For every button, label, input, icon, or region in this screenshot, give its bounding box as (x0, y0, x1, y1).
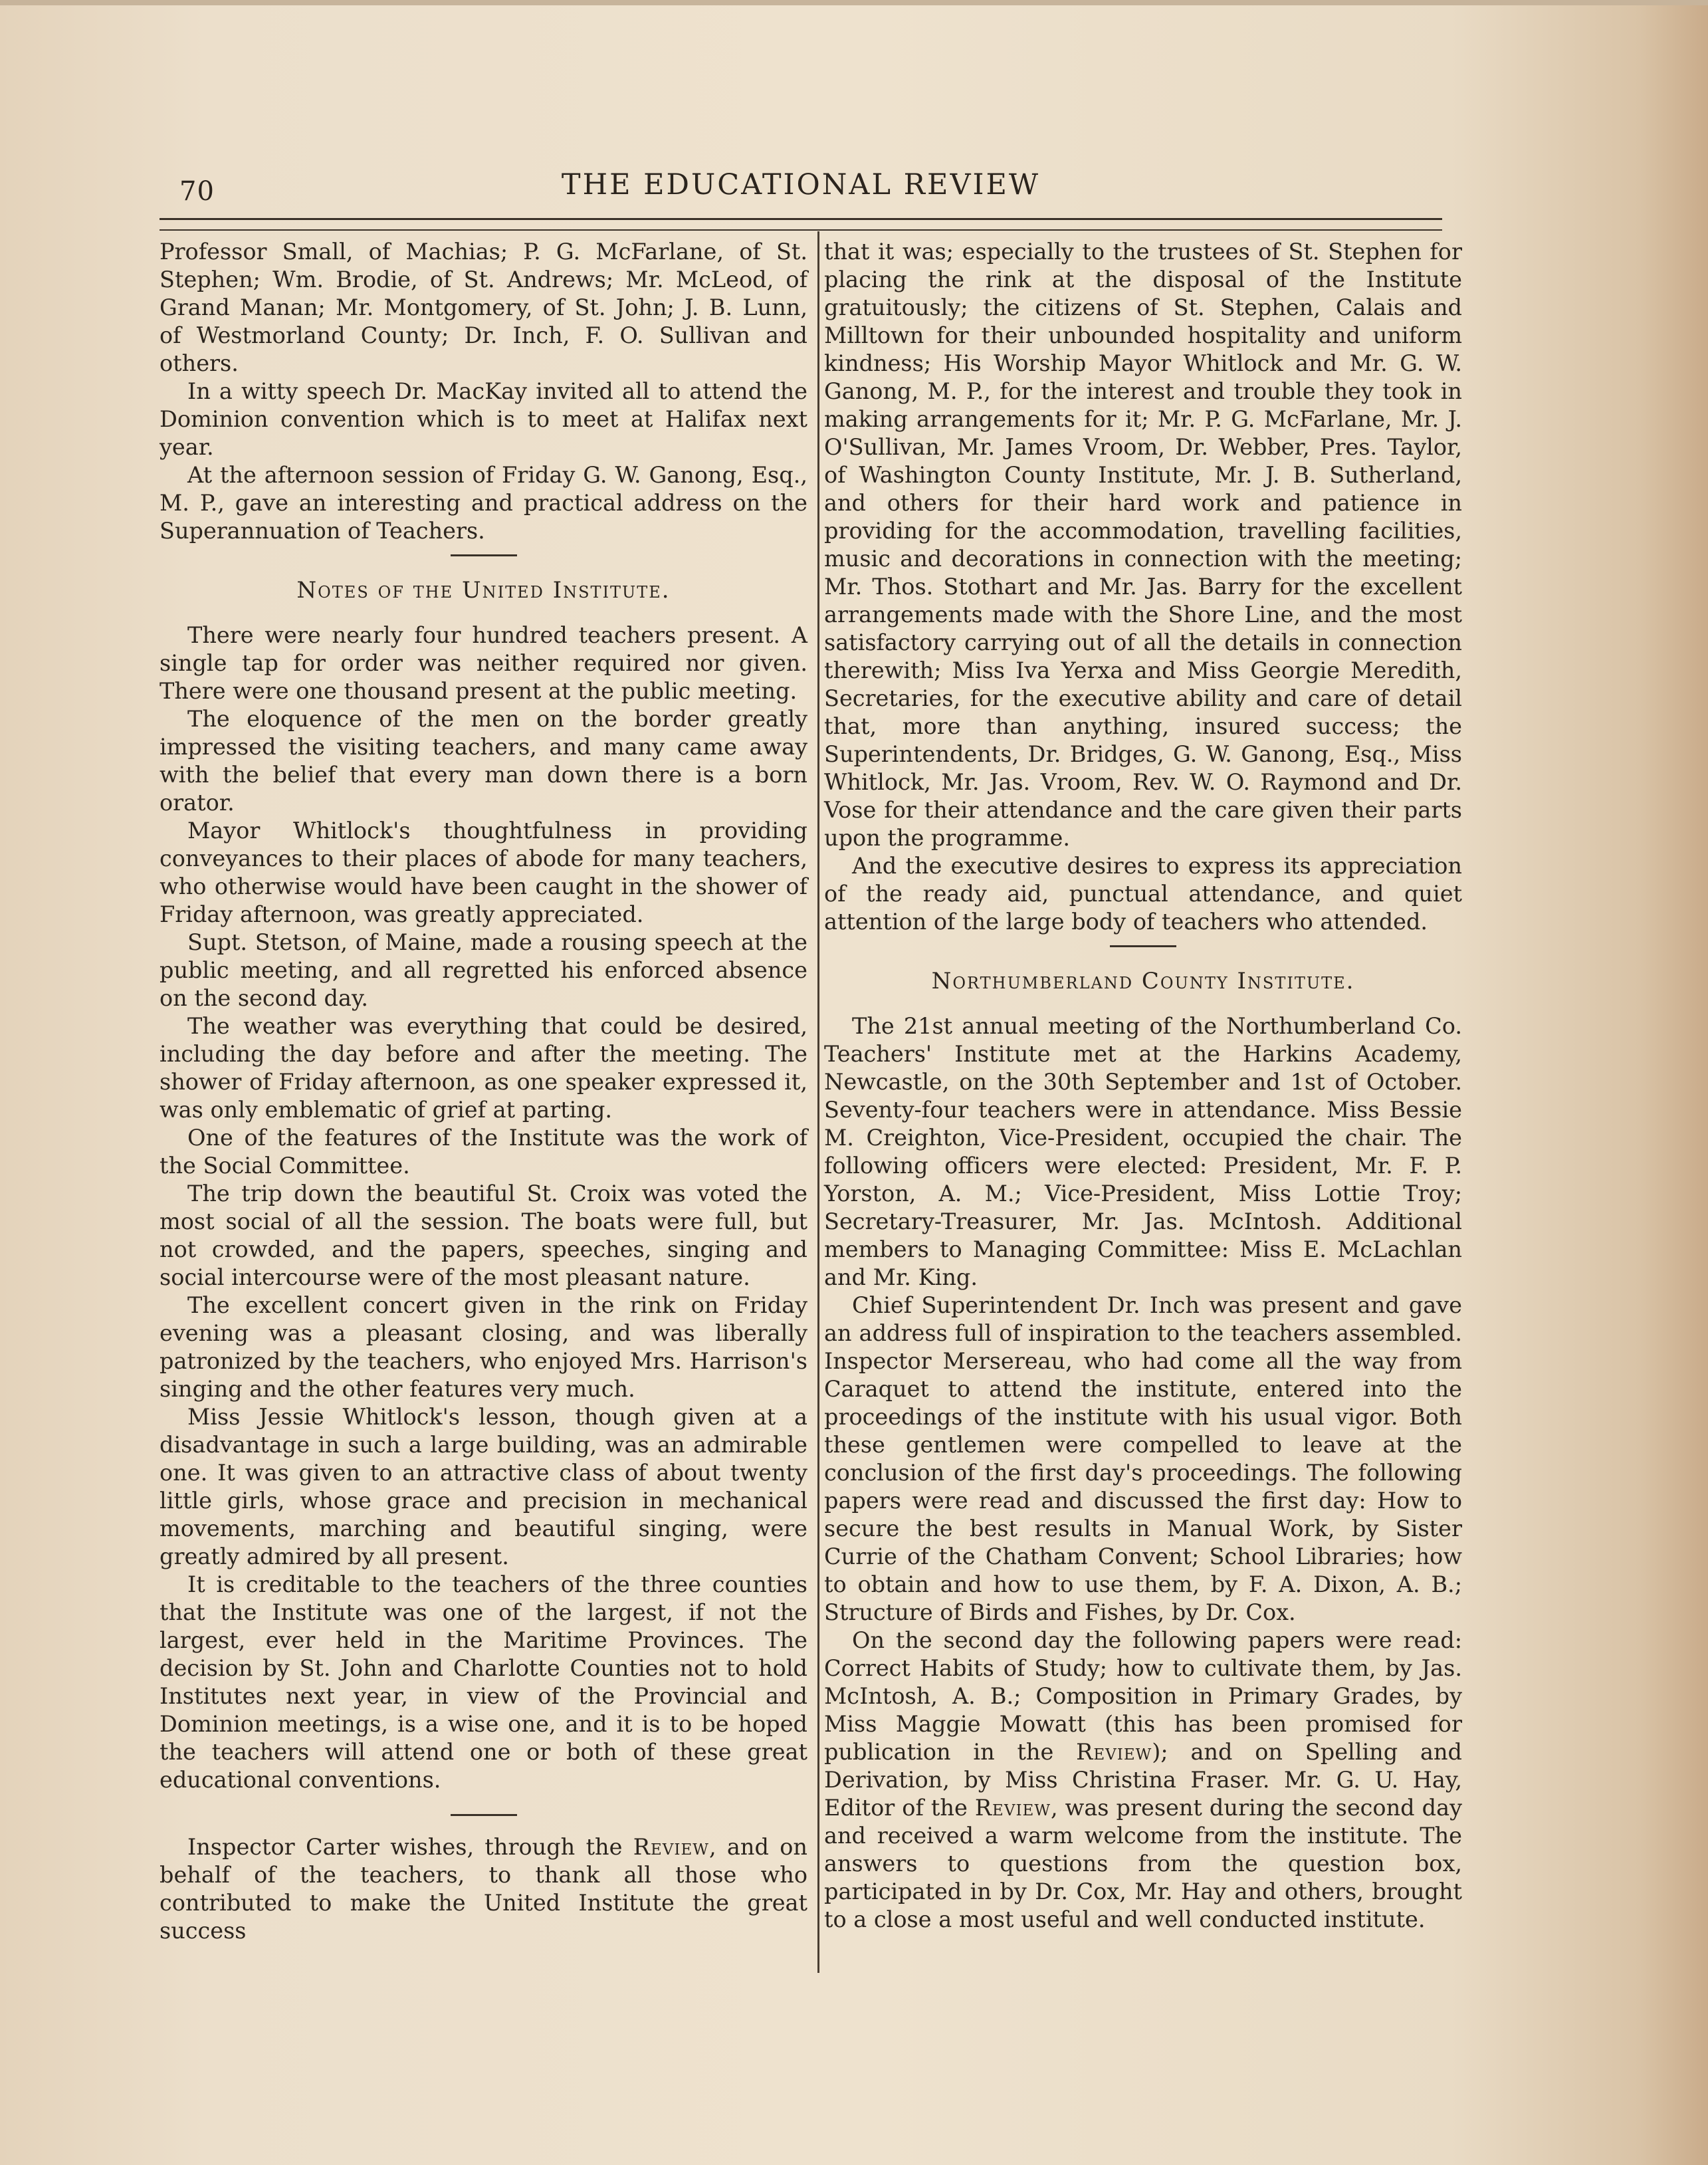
section-heading-northumberland: Northumberland County Institute. (931, 968, 1355, 994)
right-column (824, 238, 1462, 1934)
section-divider (451, 554, 517, 556)
page-header (160, 156, 1442, 209)
section-divider (1110, 945, 1176, 947)
column-divider (817, 231, 819, 1973)
paragraph: Professor Small, of Machias; P. G. McFarlane, of St. Stephen; Wm. Brodie, of St. Andrews; Mr. McLeod, of Grand Manan; Mr. Montgomery, of St. John; J. B. Lunn, of Westmorland County; Dr. Inch, F. O. Sullivan and others. (160, 239, 807, 376)
text-run: , was present during the second day and received a warm welcome from the institute. The answers to questions from the question box, participated in by Dr. Cox, Mr. Hay and others, brought to a close a most useful and well conducted institute. (824, 1795, 1462, 1932)
page-number: 70 (179, 176, 215, 207)
paragraph: At the afternoon session of Friday G. W. Ganong, Esq., M. P., gave an interesting and practical address on the Superannuation of Teachers. (160, 462, 807, 544)
section-divider (451, 1814, 517, 1816)
paragraph: The weather was everything that could be desired, including the day before and after the meeting. The shower of Friday afternoon, as one speaker expressed it, was only emblematic of grief at parting. (160, 1013, 807, 1123)
paragraph: The trip down the beautiful St. Croix was voted the most social of all the session. The boats were full, but not crowded, and the papers, speeches, singing and social intercourse were of the most pleasant nature. (160, 1181, 807, 1290)
paragraph: The 21st annual meeting of the Northumberland Co. Teachers' Institute met at the Harkins Academy, Newcastle, on the 30th September and 1st of October. Seventy-four teachers were in attendance. Miss Bessie M. Creighton, Vice-President, occupied the chair. The following officers were elected: President, Mr. F. P. Yorston, A. M.; Vice-President, Miss Lottie Troy; Secretary-Treasurer, Mr. Jas. McIntosh. Additional members to Managing Committee: Miss E. McLachlan and Mr. King. (824, 1013, 1462, 1290)
paragraph (824, 1627, 1462, 1934)
page-top-edge (0, 0, 1708, 5)
text-run: On the second day the following papers were read: Correct Habits of Study; how to cultivate them, by Jas. McIntosh, A. B.; Composition in Primary Grades, by Miss Maggie Mowatt (this has been promised for publication in the (824, 1627, 1462, 1765)
review-reference: Review (1076, 1739, 1152, 1765)
paragraph: In a witty speech Dr. MacKay invited all to attend the Dominion convention which is to meet at Halifax next year. (160, 378, 807, 460)
paragraph: Supt. Stetson, of Maine, made a rousing speech at the public meeting, and all regretted his enforced absence on the second day. (160, 929, 807, 1011)
paragraph: One of the features of the Institute was the work of the Social Committee. (160, 1125, 807, 1179)
paragraph: And the executive desires to express its appreciation of the ready aid, punctual attendance, and quiet attention of the large body of teachers who attended. (824, 853, 1462, 935)
text-run: , and on behalf of the teachers, to thank all those who contributed to make the United Institute the great success (160, 1834, 807, 1944)
text-run: ); and on Spelling and Derivation, by Miss Christina Fraser. Mr. G. U. Hay, Editor of the (824, 1739, 1462, 1821)
left-column (160, 238, 807, 1945)
section-heading-united-institute: Notes of the United Institute. (296, 577, 671, 604)
paragraph: Chief Superintendent Dr. Inch was present and gave an address full of inspiration to the teachers assembled. Inspector Mersereau, who had come all the way from Caraquet to attend the institute, entered into the proceedings of the institute with his usual vigor. Both these gentlemen were compelled to leave at the conclusion of the first day's proceedings. The following papers were read and discussed the first day: How to secure the best results in Manual Work, by Sister Currie of the Chatham Convent; School Libraries; how to obtain and how to use them, by F. A. Dixon, A. B.; Structure of Birds and Fishes, by Dr. Cox. (824, 1292, 1462, 1625)
header-double-rule (160, 218, 1442, 231)
review-reference: Review (974, 1795, 1051, 1821)
journal-title: THE EDUCATIONAL REVIEW (561, 168, 1041, 201)
paragraph: Mayor Whitlock's thoughtfulness in providing conveyances to their places of abode for many teachers, who otherwise would have been caught in the shower of Friday afternoon, was greatly appreciated. (160, 818, 807, 927)
paragraph: It is creditable to the teachers of the three counties that the Institute was one of the largest, if not the largest, ever held in the Maritime Provinces. The decision by St. John and Charlotte Counties not to hold Institutes next year, in view of the Provincial and Dominion meetings, is a wise one, and it is to be hoped the teachers will attend one or both of these great educational conventions. (160, 1571, 807, 1793)
paragraph: The excellent concert given in the rink on Friday evening was a pleasant closing, and was liberally patronized by the teachers, who enjoyed Mrs. Harrison's singing and the other features very much. (160, 1292, 807, 1402)
paragraph: There were nearly four hundred teachers present. A single tap for order was neither required nor given. There were one thousand present at the public meeting. (160, 622, 807, 704)
text-run: Inspector Carter wishes, through the (187, 1834, 633, 1860)
paragraph: Miss Jessie Whitlock's lesson, though given at a disadvantage in such a large building, was an admirable one. It was given to an attractive class of about twenty little girls, whose grace and precision in mechanical movements, marching and beautiful singing, were greatly admired by all present. (160, 1404, 807, 1569)
review-reference: Review (633, 1834, 709, 1860)
paragraph: The eloquence of the men on the border greatly impressed the visiting teachers, and many came away with the belief that every man down there is a born orator. (160, 706, 807, 816)
paragraph (160, 1833, 807, 1945)
paragraph: that it was; especially to the trustees of St. Stephen for placing the rink at the disposal of the Institute gratuitously; the citizens of St. Stephen, Calais and Milltown for their unbounded hospitality and uniform kindness; His Worship Mayor Whitlock and Mr. G. W. Ganong, M. P., for the interest and trouble they took in making arrangements for it; Mr. P. G. McFarlane, Mr. J. O'Sullivan, Mr. James Vroom, Dr. Webber, Pres. Taylor, of Washington County Institute, Mr. J. B. Sutherland, and others for their hard work and patience in providing for the accommodation, travelling facilities, music and decorations in connection with the meeting; Mr. Thos. Stothart and Mr. Jas. Barry for the excellent arrangements made with the Shore Line, and the most satisfactory carrying out of all the details in connection therewith; Miss Iva Yerxa and Miss Georgie Meredith, Secretaries, for the executive ability and care of detail that, more than anything, insured success; the Superintendents, Dr. Bridges, G. W. Ganong, Esq., Miss Whitlock, Mr. Jas. Vroom, Rev. W. O. Raymond and Dr. Vose for their attendance and the care given their parts upon the programme. (824, 239, 1462, 851)
